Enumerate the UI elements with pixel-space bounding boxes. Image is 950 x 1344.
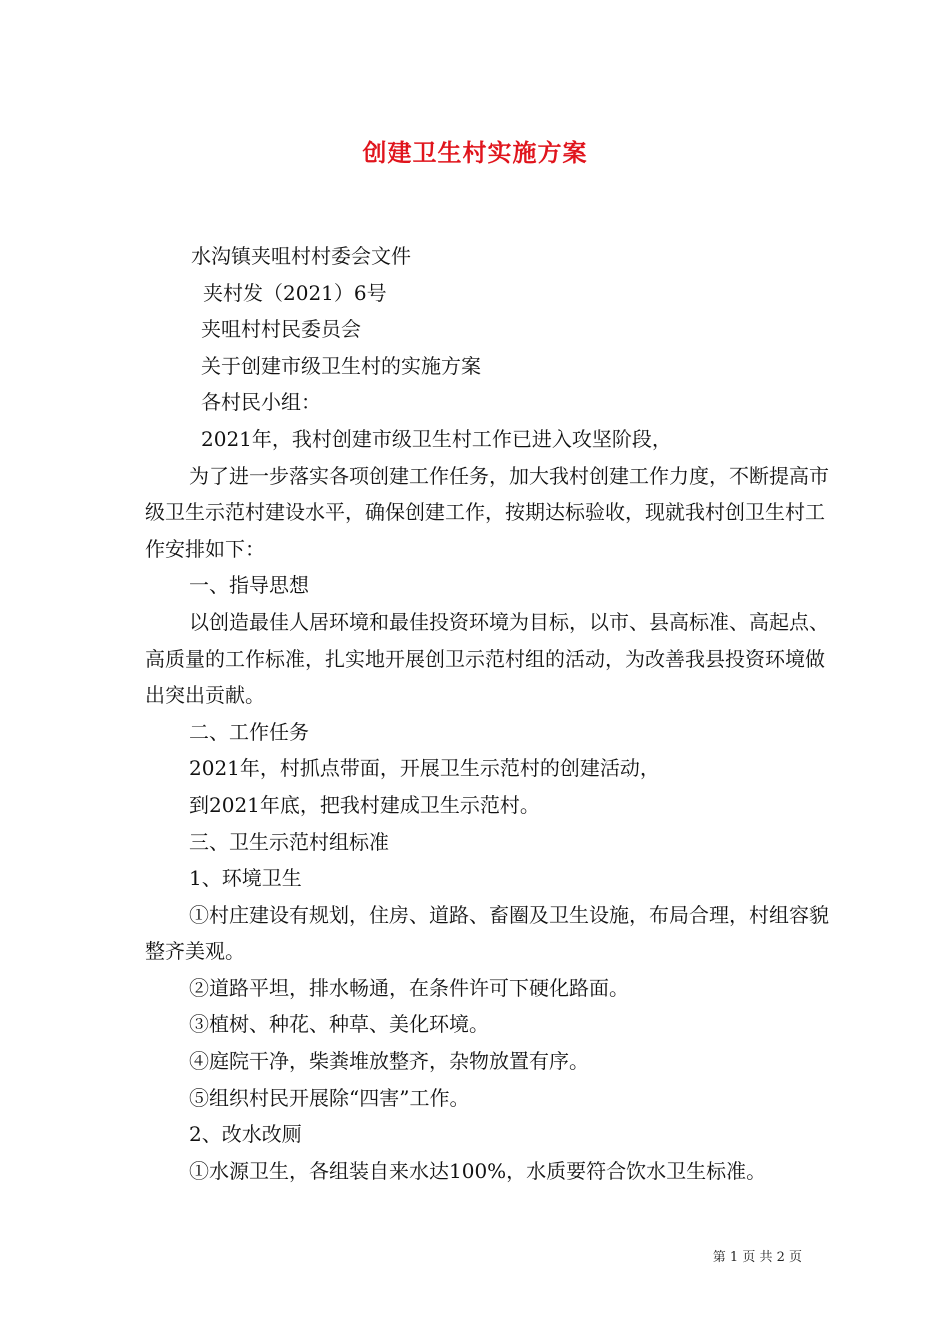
section-heading: 一、指导思想 — [189, 573, 309, 598]
list-item: ①村庄建设有规划，住房、道路、畜圈及卫生设施，布局合理，村组容貌整齐美观。 — [145, 902, 829, 964]
section-heading: 二、工作任务 — [189, 719, 309, 744]
paragraph: 为了进一步落实各项创建工作任务，加大我村创建工作力度，不断提高市级卫生示范村建设水平，确保创建工作，按期达标验收，现就我村创卫生村工作安排如下： — [145, 463, 829, 561]
document-number: 夹村发（2021）6号 — [203, 280, 387, 305]
paragraph: 2021年，我村创建市级卫生村工作已进入攻坚阶段， — [201, 426, 672, 451]
subsection-heading: 1、环境卫生 — [189, 866, 302, 891]
document-title: 创建卫生村实施方案 — [362, 138, 588, 167]
section-heading: 三、卫生示范村组标准 — [189, 829, 389, 854]
document-subject: 关于创建市级卫生村的实施方案 — [201, 353, 481, 378]
subsection-heading: 2、改水改厕 — [189, 1122, 302, 1147]
list-item: ③植树、种花、种草、美化环境。 — [189, 1012, 489, 1037]
issuer-committee: 夹咀村村民委员会 — [201, 317, 361, 342]
salutation: 各村民小组： — [201, 390, 321, 415]
list-item: ①水源卫生，各组装自来水达100%，水质要符合饮水卫生标准。 — [189, 1158, 767, 1183]
list-item: ②道路平坦，排水畅通，在条件许可下硬化路面。 — [189, 975, 629, 1000]
list-item: ④庭院干净，柴粪堆放整齐，杂物放置有序。 — [189, 1049, 589, 1074]
issuer-line: 水沟镇夹咀村村委会文件 — [191, 244, 411, 268]
list-item: ⑤组织村民开展除“四害”工作。 — [189, 1085, 470, 1110]
page-number: 第 1 页 共 2 页 — [712, 1250, 802, 1265]
document-body — [145, 238, 835, 1189]
paragraph: 到2021年底，把我村建成卫生示范村。 — [189, 792, 540, 817]
paragraph: 2021年，村抓点带面，开展卫生示范村的创建活动， — [189, 756, 660, 781]
paragraph: 以创造最佳人居环境和最佳投资环境为目标，以市、县高标准、高起点、高质量的工作标准，扎实地开展创卫示范村组的活动，为改善我县投资环境做出突出贡献。 — [145, 609, 829, 708]
